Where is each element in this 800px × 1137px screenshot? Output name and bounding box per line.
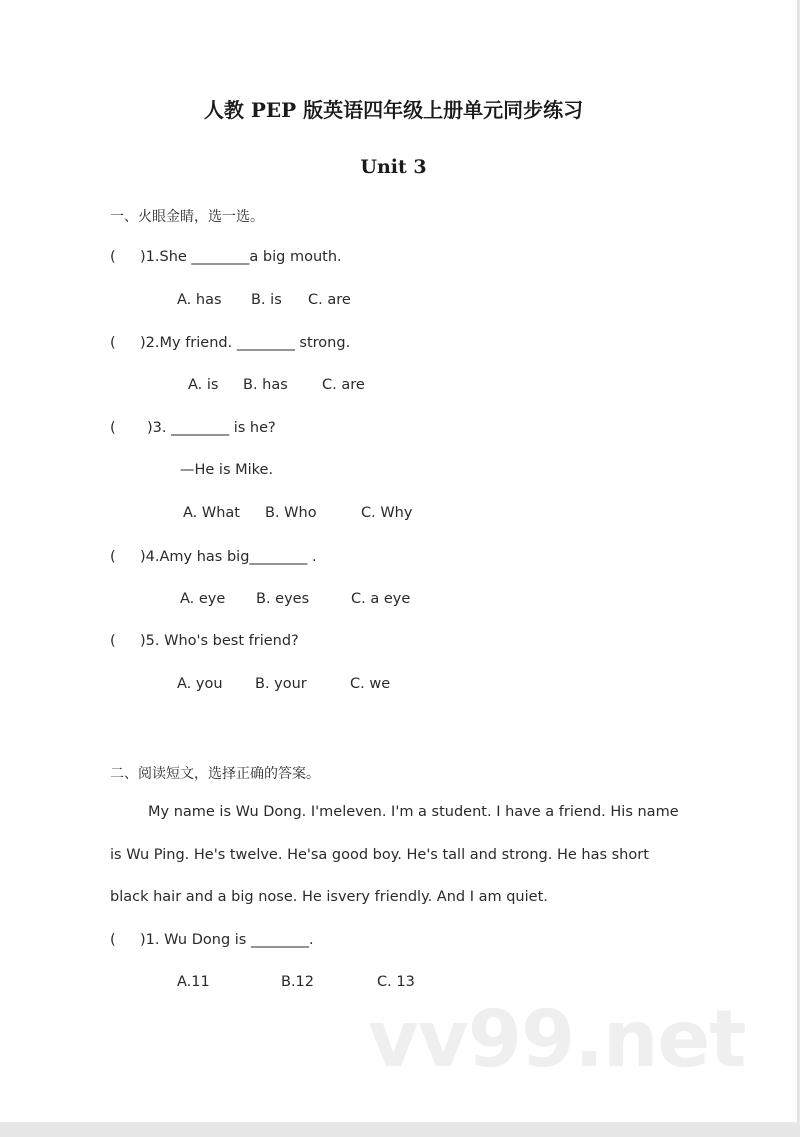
option-b: B. eyes [256, 591, 310, 607]
answer-bracket: ( [110, 249, 116, 265]
question-1 [110, 249, 342, 265]
question-5 [110, 633, 299, 649]
dialogue-answer-line: —He is Mike. [180, 462, 274, 478]
option-c: C. 13 [377, 974, 415, 990]
page-bottom-edge [0, 1124, 800, 1137]
option-a: A. eye [180, 591, 226, 607]
option-a: A. What [183, 505, 240, 521]
section-1-heading: 一、火眼金睛，选一选。 [110, 209, 264, 225]
answer-bracket: ( [110, 549, 116, 565]
question-stem: )2.My friend. ________ strong. [140, 335, 351, 351]
answer-bracket: ( [110, 335, 116, 351]
question-stem: )1.She ________a big mouth. [140, 249, 342, 265]
option-a: A.11 [177, 974, 210, 990]
question-4 [110, 549, 317, 565]
unit-title: Unit 3 [360, 156, 427, 178]
option-b: B. has [243, 377, 288, 393]
passage-line-2: is Wu Ping. He's twelve. He'sa good boy. He's tall and strong. He has short [110, 847, 649, 863]
option-c: C. are [308, 292, 351, 308]
option-c: C. we [350, 676, 391, 692]
option-a: A. you [177, 676, 223, 692]
question-stem: )5. Who's best friend? [140, 633, 299, 649]
passage-line-3: black hair and a big nose. He isvery friendly. And I am quiet. [110, 889, 548, 905]
option-b: B. Who [265, 505, 317, 521]
option-c: C. are [322, 377, 365, 393]
section-2-heading: 二、阅读短文，选择正确的答案。 [110, 766, 320, 782]
question-stem: )1. Wu Dong is ________. [140, 932, 314, 948]
option-a: A. has [177, 292, 222, 308]
option-c: C. Why [361, 505, 413, 521]
answer-bracket: ( [110, 633, 116, 649]
answer-bracket: ( [110, 932, 116, 948]
option-a: A. is [188, 377, 219, 393]
option-b: B. your [255, 676, 307, 692]
option-b: B. is [251, 292, 282, 308]
question-3 [110, 420, 276, 436]
question-stem: )4.Amy has big________ . [140, 549, 317, 565]
watermark: vv99.net [368, 995, 746, 1085]
answer-bracket: ( [110, 420, 116, 436]
document-title: 人教 PEP 版英语四年级上册单元同步练习 [203, 98, 584, 122]
reading-question-1 [110, 932, 314, 948]
passage-line-1: My name is Wu Dong. I'meleven. I'm a student. I have a friend. His name [148, 804, 679, 820]
option-b: B.12 [281, 974, 315, 990]
option-c: C. a eye [351, 591, 411, 607]
question-stem: )3. ________ is he? [147, 420, 276, 436]
question-2 [110, 335, 350, 351]
